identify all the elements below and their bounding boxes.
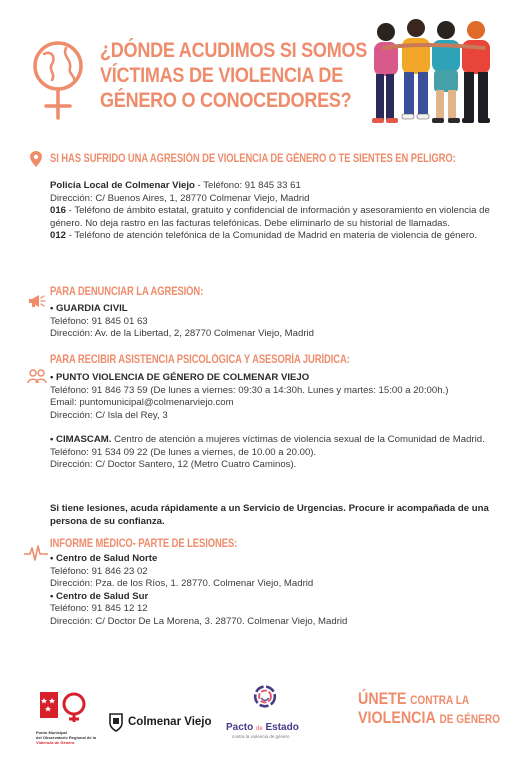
contra-la-words: CONTRA LA [410,693,470,707]
observatorio-logo [36,690,100,745]
cimascam-address: Dirección: C/ Doctor Santero, 12 (Metro Cuatro Caminos). [50,459,297,471]
section-asistencia-body [50,372,490,422]
violencia-word: VIOLENCIA [358,708,436,727]
phone-012-text: - Teléfono de atención telefónica de la Comunidad de Madrid en materia de violencia de género. [66,230,478,242]
centro-salud-sur-phone: Teléfono: 91 845 12 12 [50,603,148,615]
section-heading-denunciar: PARA DENUNCIAR LA AGRESIÓN: [50,286,204,298]
unete-word: ÚNETE [358,689,407,708]
centro-salud-sur-name: • Centro de Salud Sur [50,590,149,602]
punto-violencia-email: Email: puntomunicipal@colmenarviejo.com [50,397,234,409]
guardia-civil-address: Dirección: Av. de la Libertad, 2, 28770 Colmenar Viejo, Madrid [50,328,314,340]
punto-violencia-address: Dirección: C/ Isla del Rey, 3 [50,409,168,421]
section-heading-informe: INFORME MÉDICO- PARTE DE LESIONES: [50,538,238,550]
observatorio-line-1: Punto Municipal [36,730,67,735]
woman-symbol-globe-icon [22,36,94,122]
centro-salud-norte-address: Dirección: Pza. de los Ríos, 1. 28770. Colmenar Viejo, Madrid [50,578,314,590]
section-denunciar-body [50,303,490,341]
observatorio-line-2: del Observatorio Regional de la [36,735,97,740]
support-people-icon [27,368,47,384]
punto-violencia-name: • PUNTO VIOLENCIA DE GÉNERO DE COLMENAR VIEJO [50,372,310,383]
page-title [100,38,368,113]
megaphone-icon [28,294,46,308]
observatorio-line-3: Violencia de Género [36,740,75,745]
section-heading-asistencia: PARA RECIBIR ASISTENCIA PSICOLÓGICA Y ASESORÍA JURÍDICA: [50,354,350,366]
policia-name: Policía Local de Colmenar Viejo [50,180,195,191]
centro-salud-norte-name: • Centro de Salud Norte [50,553,158,564]
section-informe-body [50,553,490,629]
policia-address: Dirección: C/ Buenos Aires, 1, 28770 Colmenar Viejo, Madrid [50,192,310,204]
location-pin-icon [30,151,42,167]
observatorio-emblem-icon [36,690,100,724]
coat-of-arms-icon [108,712,124,732]
pacto-word: Pacto [226,722,254,733]
cimascam-name: • CIMASCAM. [50,434,112,445]
centro-salud-norte-phone: Teléfono: 91 846 23 02 [50,565,148,577]
colmenar-viejo-name: Colmenar Viejo [128,716,212,728]
women-group-illustration [366,14,498,132]
pacto-de-estado-name [226,722,299,733]
punto-violencia-phone: Teléfono: 91 846 73 59 (De lunes a viernes: 09:30 a 14:30h. Lunes y martes: 15:00 a 20:00h.) [50,384,449,396]
unete-slogan [358,690,500,728]
section-cimascam-body [50,434,490,472]
title-line-3: GÉNERO O CONOCEDORES? [100,89,352,112]
phone-016-text: - Teléfono de ámbito estatal, gratuito y confidencial de información y asesoramiento en violencia de género. No deja rastro en las facturas telefónicas. Debe eliminarlo de su historial de llamadas. [50,205,490,229]
section-heading-peligro: SI HAS SUFRIDO UNA AGRESIÓN DE VIOLENCIA DE GÉNERO O TE SIENTES EN PELIGRO: [50,153,456,165]
phone-016-label: 016 [50,205,67,217]
guardia-civil-phone: Teléfono: 91 845 01 63 [50,315,148,327]
pacto-de-estado-emblem-icon [224,684,306,722]
guardia-civil-name: • GUARDIA CIVIL [50,303,128,314]
policia-phone: - Teléfono: 91 845 33 61 [194,180,301,191]
pacto-de-word: de [256,726,263,732]
de-genero-words: DE GÉNERO [439,712,500,726]
cimascam-text: Centro de atención a mujeres víctimas de violencia sexual de la Comunidad de Madrid. [111,434,485,445]
title-line-1: ¿DÓNDE ACUDIMOS SI SOMOS [100,39,368,62]
title-line-2: VÍCTIMAS DE VIOLENCIA DE [100,64,343,87]
heartbeat-icon [24,544,48,562]
pacto-subtitle: contra la violencia de género [232,734,290,739]
estado-word: Estado [265,722,299,733]
cimascam-phone: Teléfono: 91 534 09 22 (De lunes a viernes, de 10.00 a 20.00). [50,446,317,458]
colmenar-viejo-logo [108,710,212,734]
centro-salud-sur-address: Dirección: C/ Doctor De La Morena, 3. 28770. Colmenar Viejo, Madrid [50,615,348,627]
phone-012-label: 012 [50,230,67,242]
urgencias-note [50,503,490,528]
urgencias-text: Si tiene lesiones, acuda rápidamente a un Servicio de Urgencias. Procure ir acompañada de una persona de su confianza. [50,503,489,527]
section-peligro-body [50,180,490,243]
